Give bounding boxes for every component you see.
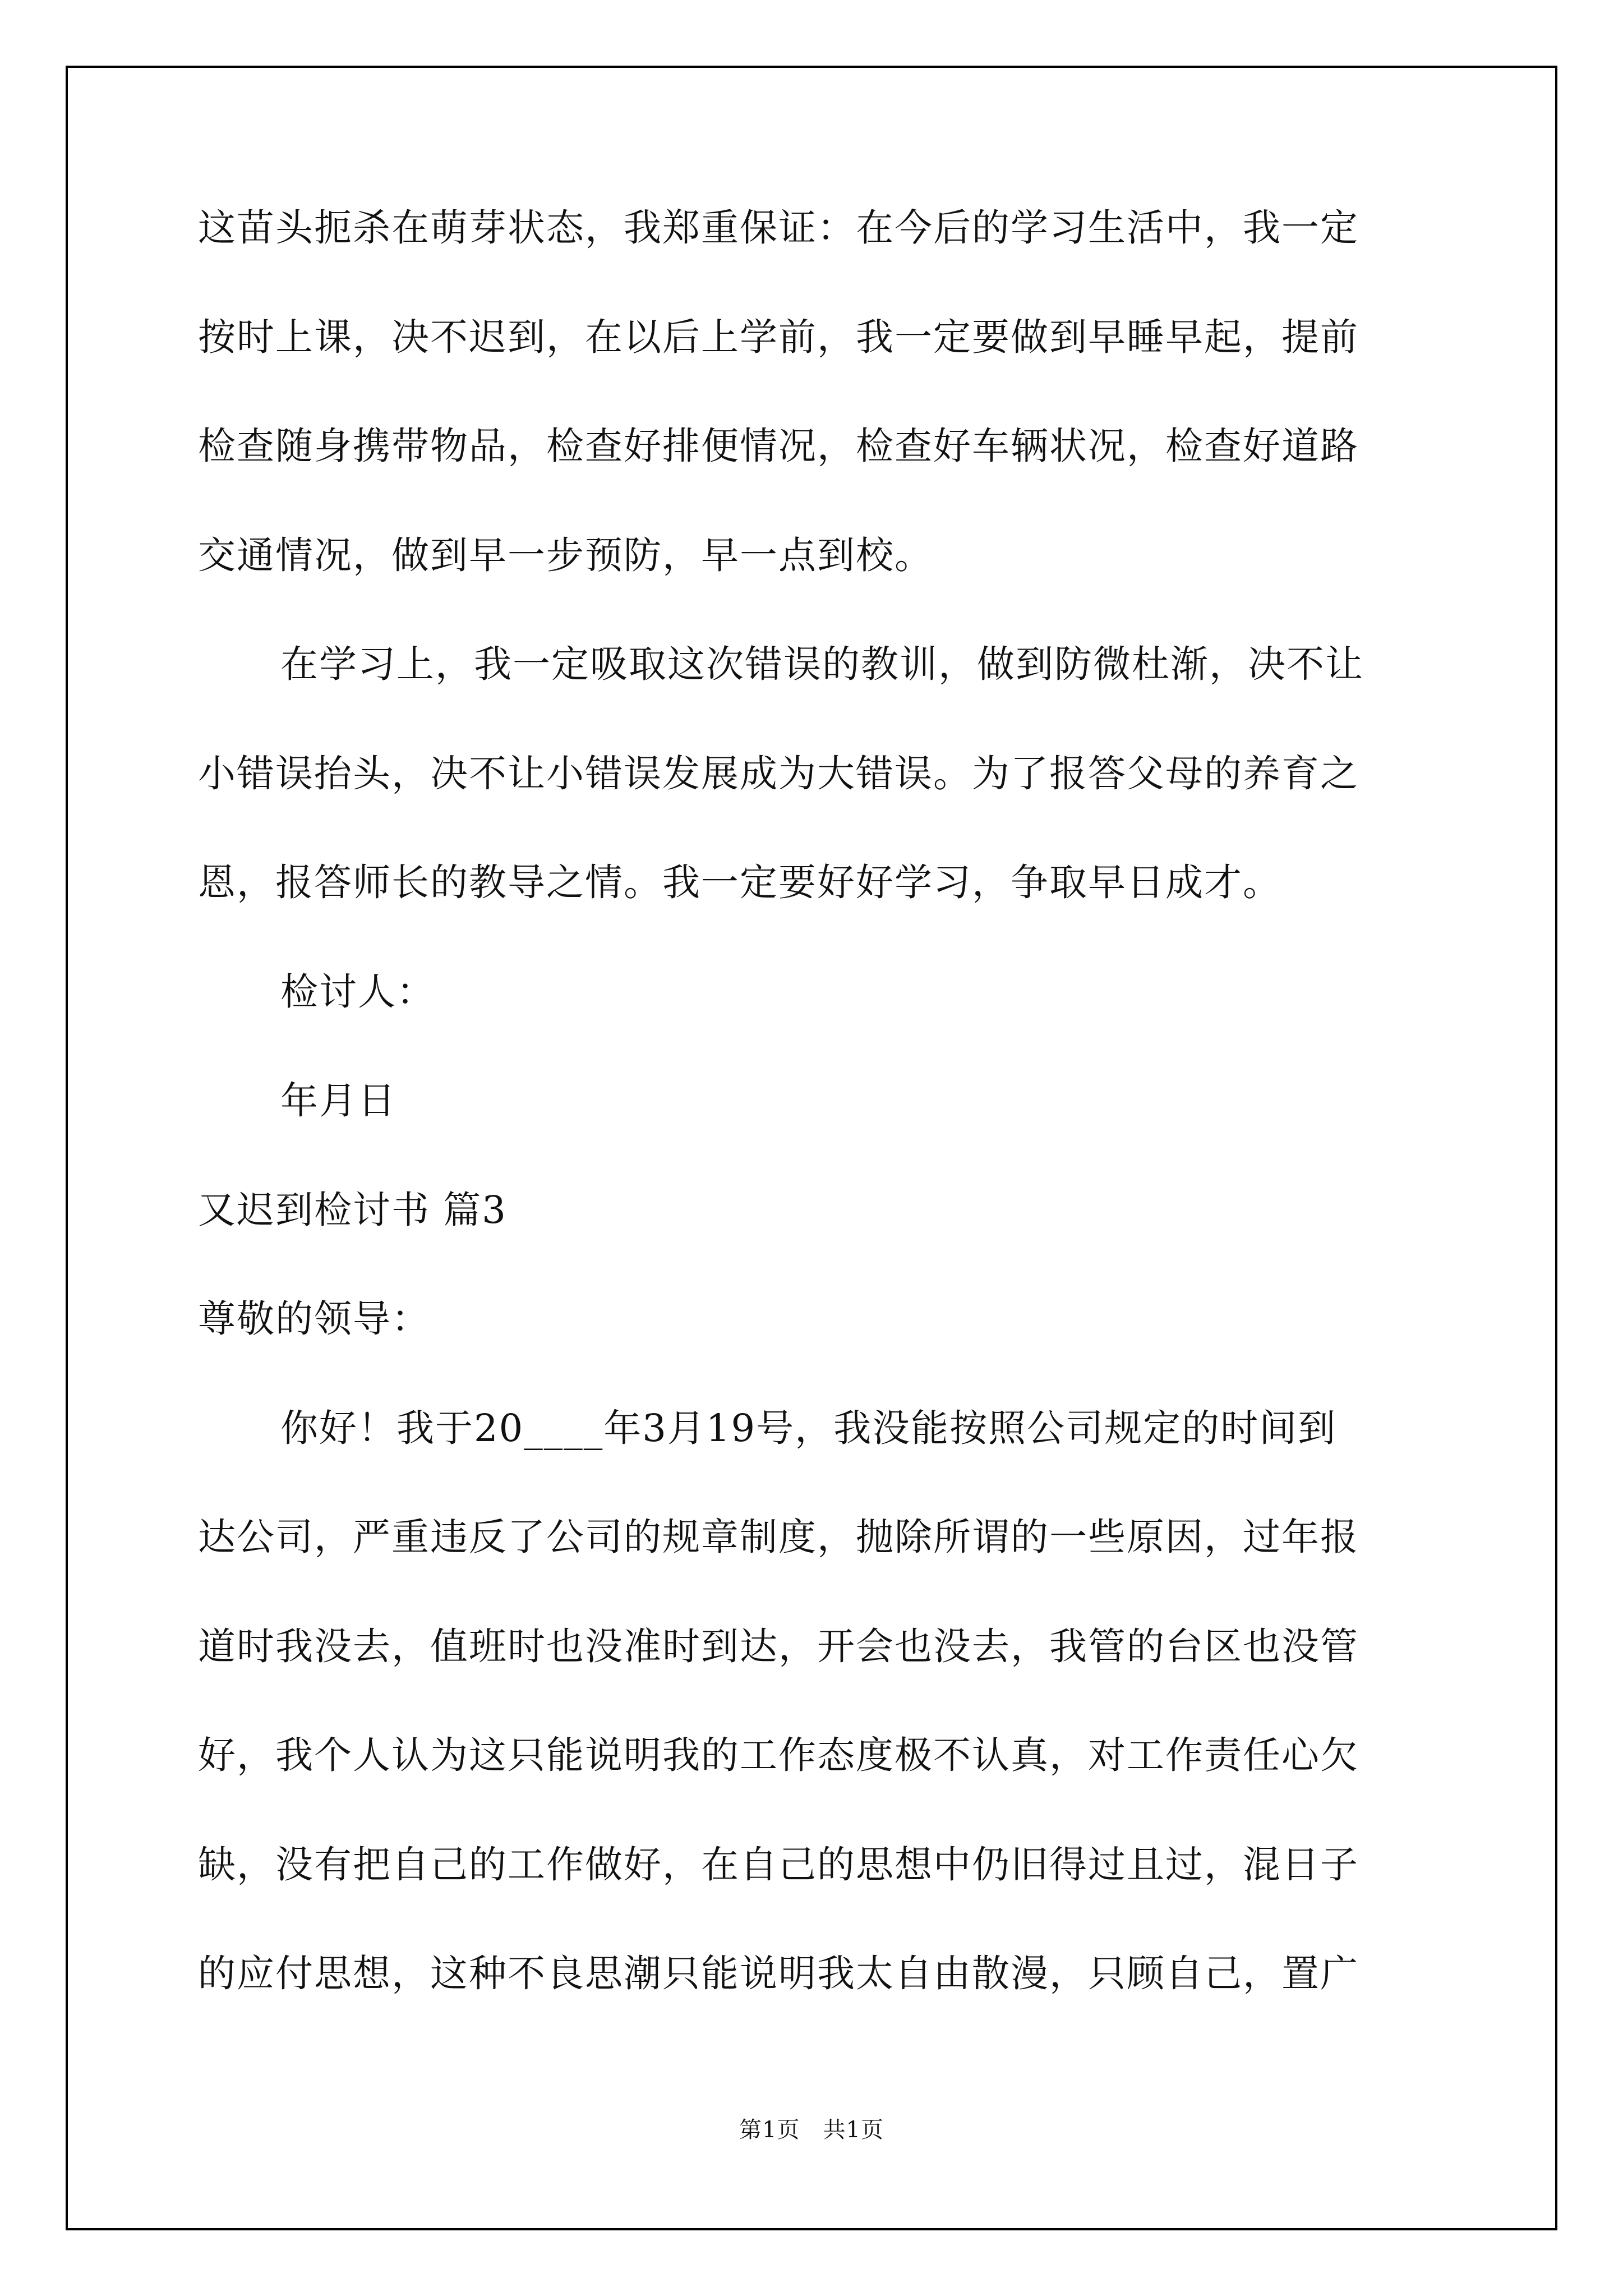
text-line: 缺，没有把自己的工作做好，在自己的思想中仍旧得过且过，混日子 — [198, 1842, 1359, 1887]
text-line: 这苗头扼杀在萌芽状态，我郑重保证：在今后的学习生活中，我一定 — [198, 206, 1359, 250]
text-line: 达公司，严重违反了公司的规章制度，抛除所谓的一些原因，过年报 — [198, 1515, 1359, 1559]
text-line: 小错误抬头，决不让小错误发展成为大错误。为了报答父母的养育之 — [198, 751, 1359, 795]
text-line: 好，我个人认为这只能说明我的工作态度极不认真，对工作责任心欠 — [198, 1733, 1359, 1777]
text-line: 在学习上，我一定吸取这次错误的教训，做到防微杜渐，决不让 — [280, 642, 1364, 686]
text-line: 道时我没去，值班时也没准时到达，开会也没去，我管的台区也没管 — [198, 1624, 1359, 1668]
page-footer: 第1页 共1页 — [739, 2117, 884, 2143]
section-title: 又迟到检讨书 篇3 — [198, 1188, 507, 1232]
text-line: 你好！我于20____年3月19号，我没能按照公司规定的时间到 — [280, 1406, 1337, 1450]
document-body — [198, 206, 1432, 2064]
text-line: 检查随身携带物品，检查好排便情况，检查好车辆状况，检查好道路 — [198, 424, 1359, 468]
date-label: 年月日 — [280, 1079, 396, 1122]
salutation: 尊敬的领导： — [198, 1297, 430, 1341]
text-line: 恩，报答师长的教导之情。我一定要好好学习，争取早日成才。 — [198, 861, 1281, 904]
text-line: 的应付思想，这种不良思潮只能说明我太自由散漫，只顾自己，置广 — [198, 1952, 1359, 1995]
text-line: 按时上课，决不迟到，在以后上学前，我一定要做到早睡早起，提前 — [198, 315, 1359, 359]
text-line: 交通情况，做到早一步预防，早一点到校。 — [198, 533, 933, 577]
signature-label: 检讨人： — [280, 969, 435, 1014]
